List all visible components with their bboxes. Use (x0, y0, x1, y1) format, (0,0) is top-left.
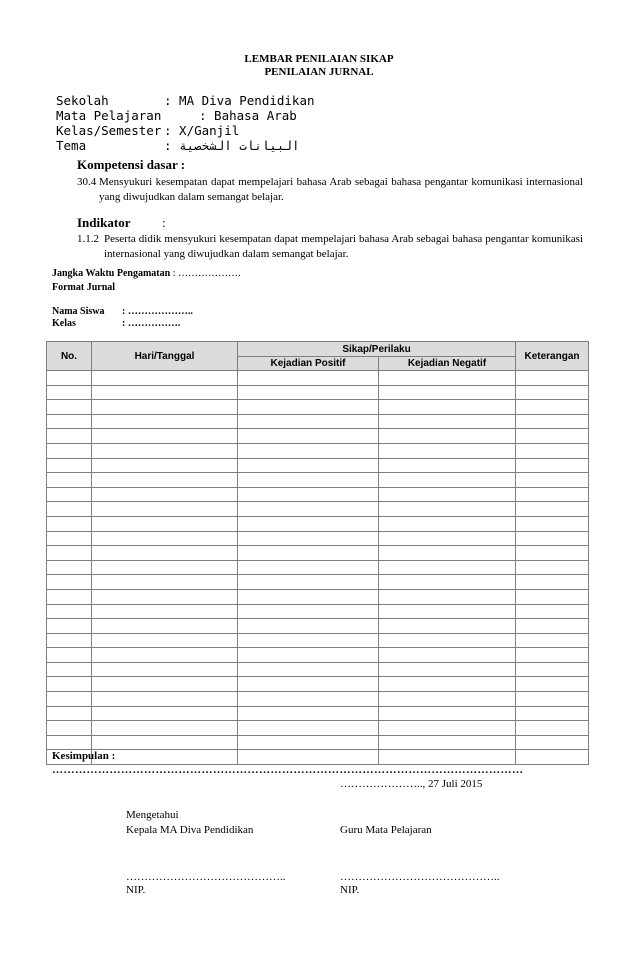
cell-negatif (379, 546, 516, 561)
cell-keterangan (516, 546, 589, 561)
cell-hari (92, 662, 238, 677)
col-header-hari: Hari/Tanggal (92, 342, 238, 371)
cell-keterangan (516, 414, 589, 429)
cell-negatif (379, 443, 516, 458)
cell-no (47, 648, 92, 663)
cell-positif (238, 560, 379, 575)
indikator-item (77, 232, 583, 262)
cell-keterangan (516, 487, 589, 502)
cell-hari (92, 371, 238, 386)
cell-negatif (379, 458, 516, 473)
table-row (47, 575, 589, 590)
cell-keterangan (516, 458, 589, 473)
cell-keterangan (516, 429, 589, 444)
cell-hari (92, 589, 238, 604)
info-label: Mata Pelajaran (56, 108, 162, 123)
indikator-text: Peserta didik mensyukuri kesempatan dapat mempelajari bahasa Arab sebagai bahasa pengantar komunikasi internasional yang diwujudkan dalam semangat belajar. (104, 233, 583, 260)
cell-positif (238, 531, 379, 546)
cell-keterangan (516, 721, 589, 736)
cell-negatif (379, 706, 516, 721)
col-header-sikap: Sikap/Perilaku (238, 342, 516, 357)
cell-hari (92, 400, 238, 415)
cell-positif (238, 750, 379, 765)
cell-negatif (379, 721, 516, 736)
col-header-keterangan: Keterangan (516, 342, 589, 371)
cell-positif (238, 371, 379, 386)
signature-right-nip: NIP. (340, 884, 360, 896)
cell-negatif (379, 750, 516, 765)
cell-hari (92, 619, 238, 634)
cell-positif (238, 735, 379, 750)
cell-keterangan (516, 677, 589, 692)
cell-no (47, 385, 92, 400)
table-row (47, 487, 589, 502)
cell-keterangan (516, 443, 589, 458)
table-row (47, 750, 589, 765)
cell-negatif (379, 619, 516, 634)
cell-no (47, 502, 92, 517)
cell-keterangan (516, 400, 589, 415)
cell-negatif (379, 560, 516, 575)
table-row (47, 546, 589, 561)
kelas-label: Kelas (52, 318, 76, 329)
table-row (47, 560, 589, 575)
cell-keterangan (516, 371, 589, 386)
cell-positif (238, 502, 379, 517)
jurnal-table (46, 341, 589, 765)
cell-no (47, 429, 92, 444)
table-row (47, 589, 589, 604)
cell-hari (92, 633, 238, 648)
cell-negatif (379, 414, 516, 429)
cell-positif (238, 414, 379, 429)
signature-mengetahui: Mengetahui (126, 809, 179, 821)
cell-positif (238, 619, 379, 634)
cell-no (47, 677, 92, 692)
cell-positif (238, 575, 379, 590)
cell-no (47, 414, 92, 429)
col-header-no: No. (47, 342, 92, 371)
col-header-positif: Kejadian Positif (238, 357, 379, 371)
cell-no (47, 560, 92, 575)
indikator-heading: Indikator (77, 215, 131, 230)
signature-date: ………………….., 27 Juli 2015 (340, 778, 483, 790)
signature-right-title: Guru Mata Pelajaran (340, 824, 432, 836)
nama-siswa (52, 306, 193, 317)
cell-negatif (379, 487, 516, 502)
cell-no (47, 619, 92, 634)
cell-negatif (379, 429, 516, 444)
cell-no (47, 721, 92, 736)
cell-keterangan (516, 662, 589, 677)
jangka-waktu (52, 268, 240, 279)
info-value: : البيانات الشخصية (164, 138, 300, 153)
cell-hari (92, 575, 238, 590)
table-row (47, 721, 589, 736)
cell-hari (92, 706, 238, 721)
cell-no (47, 735, 92, 750)
cell-negatif (379, 604, 516, 619)
table-row (47, 414, 589, 429)
table-row (47, 458, 589, 473)
cell-hari (92, 692, 238, 707)
cell-negatif (379, 371, 516, 386)
cell-positif (238, 706, 379, 721)
cell-hari (92, 604, 238, 619)
table-row (47, 516, 589, 531)
cell-positif (238, 473, 379, 488)
page-title: LEMBAR PENILAIAN SIKAP (244, 53, 394, 65)
cell-keterangan (516, 531, 589, 546)
cell-no (47, 473, 92, 488)
cell-positif (238, 429, 379, 444)
signature-left-title: Kepala MA Diva Pendidikan (126, 824, 254, 836)
page-subtitle: PENILAIAN JURNAL (264, 66, 374, 78)
cell-positif (238, 604, 379, 619)
cell-positif (238, 589, 379, 604)
cell-keterangan (516, 575, 589, 590)
cell-no (47, 487, 92, 502)
kesimpulan-label: Kesimpulan : (52, 750, 116, 762)
cell-hari (92, 560, 238, 575)
cell-no (47, 633, 92, 648)
info-value: : X/Ganjil (164, 123, 240, 138)
indikator-colon: : (162, 215, 166, 230)
info-label: Sekolah (56, 93, 109, 108)
cell-no (47, 443, 92, 458)
cell-positif (238, 648, 379, 663)
cell-keterangan (516, 692, 589, 707)
table-row (47, 443, 589, 458)
indikator-number: 1.1.2 (77, 233, 99, 245)
cell-negatif (379, 400, 516, 415)
table-row (47, 502, 589, 517)
cell-keterangan (516, 589, 589, 604)
jangka-value: : ………………. (170, 268, 241, 279)
kelas-value: : ……………. (122, 318, 181, 329)
cell-keterangan (516, 604, 589, 619)
signature-left-dots: …………………………………….. (126, 871, 286, 883)
cell-positif (238, 677, 379, 692)
cell-keterangan (516, 502, 589, 517)
cell-no (47, 458, 92, 473)
cell-hari (92, 531, 238, 546)
cell-keterangan (516, 619, 589, 634)
cell-keterangan (516, 706, 589, 721)
cell-positif (238, 400, 379, 415)
kesimpulan-dots: …………………………………………………………………………………………………………… (52, 764, 524, 776)
nama-label: Nama Siswa (52, 306, 105, 317)
cell-keterangan (516, 516, 589, 531)
cell-negatif (379, 735, 516, 750)
table-row (47, 531, 589, 546)
cell-hari (92, 443, 238, 458)
cell-negatif (379, 648, 516, 663)
cell-keterangan (516, 473, 589, 488)
table-row (47, 692, 589, 707)
kompetensi-number: 30.4 (77, 176, 97, 188)
cell-hari (92, 502, 238, 517)
col-header-negatif: Kejadian Negatif (379, 357, 516, 371)
format-label: Format Jurnal (52, 282, 116, 293)
table-row (47, 371, 589, 386)
table-row (47, 400, 589, 415)
nama-value: : ……………….. (122, 306, 193, 317)
table-row (47, 677, 589, 692)
cell-hari (92, 721, 238, 736)
cell-negatif (379, 575, 516, 590)
table-row (47, 633, 589, 648)
info-label: Kelas/Semester (56, 123, 162, 138)
jangka-label: Jangka Waktu Pengamatan (52, 268, 171, 279)
cell-positif (238, 721, 379, 736)
table-row (47, 385, 589, 400)
cell-keterangan (516, 560, 589, 575)
kompetensi-text: Mensyukuri kesempatan dapat mempelajari bahasa Arab sebagai bahasa pengantar komunikasi internasional yang diwujudkan dalam semangat belajar. (99, 176, 583, 203)
cell-negatif (379, 385, 516, 400)
cell-no (47, 662, 92, 677)
cell-negatif (379, 692, 516, 707)
kompetensi-heading: Kompetensi dasar : (77, 157, 186, 172)
cell-no (47, 371, 92, 386)
cell-negatif (379, 677, 516, 692)
cell-positif (238, 633, 379, 648)
kelas-siswa (52, 318, 181, 329)
cell-keterangan (516, 735, 589, 750)
cell-hari (92, 546, 238, 561)
signature-left-nip: NIP. (126, 884, 146, 896)
cell-keterangan (516, 633, 589, 648)
cell-hari (92, 473, 238, 488)
cell-no (47, 516, 92, 531)
cell-no (47, 575, 92, 590)
cell-positif (238, 458, 379, 473)
table-row (47, 662, 589, 677)
cell-hari (92, 385, 238, 400)
cell-no (47, 400, 92, 415)
cell-hari (92, 414, 238, 429)
cell-positif (238, 662, 379, 677)
cell-negatif (379, 502, 516, 517)
info-label: Tema (56, 138, 87, 153)
cell-no (47, 589, 92, 604)
info-value: : MA Diva Pendidikan (164, 93, 315, 108)
cell-hari (92, 487, 238, 502)
signature-right-dots: …………………………………….. (340, 871, 500, 883)
table-row (47, 604, 589, 619)
kompetensi-item (77, 175, 583, 205)
cell-keterangan (516, 648, 589, 663)
cell-negatif (379, 473, 516, 488)
cell-keterangan (516, 385, 589, 400)
cell-positif (238, 487, 379, 502)
cell-no (47, 706, 92, 721)
info-value: : Bahasa Arab (199, 108, 297, 123)
cell-positif (238, 692, 379, 707)
table-row (47, 648, 589, 663)
table-row (47, 706, 589, 721)
cell-keterangan (516, 750, 589, 765)
cell-positif (238, 443, 379, 458)
cell-hari (92, 677, 238, 692)
cell-positif (238, 516, 379, 531)
format-jurnal (52, 282, 115, 293)
table-row (47, 473, 589, 488)
cell-hari (92, 458, 238, 473)
cell-negatif (379, 531, 516, 546)
jurnal-table-body (47, 371, 589, 765)
cell-hari (92, 516, 238, 531)
cell-negatif (379, 662, 516, 677)
table-row (47, 735, 589, 750)
cell-negatif (379, 589, 516, 604)
cell-positif (238, 385, 379, 400)
cell-hari (92, 429, 238, 444)
cell-no (47, 531, 92, 546)
cell-negatif (379, 633, 516, 648)
cell-no (47, 604, 92, 619)
cell-hari (92, 735, 238, 750)
cell-hari (92, 648, 238, 663)
cell-positif (238, 546, 379, 561)
cell-negatif (379, 516, 516, 531)
table-row (47, 429, 589, 444)
cell-no (47, 692, 92, 707)
cell-no (47, 546, 92, 561)
table-row (47, 619, 589, 634)
